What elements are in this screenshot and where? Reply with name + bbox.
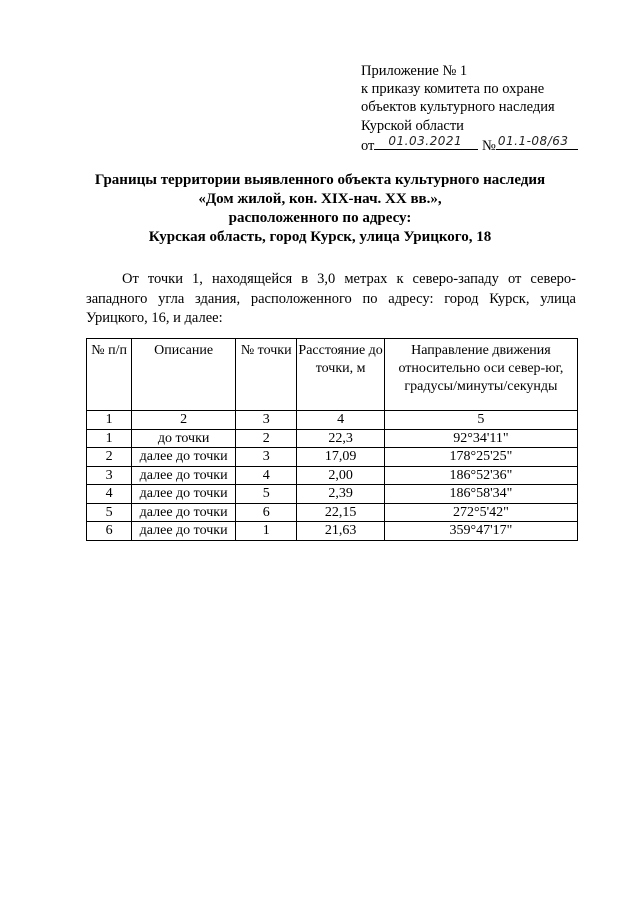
annex-title: Приложение № 1 xyxy=(361,63,468,79)
table-row xyxy=(87,522,578,541)
header-point: № точки xyxy=(236,339,297,411)
cell-direction: 186°52'36" xyxy=(384,466,577,485)
annex-date-number-line xyxy=(361,135,578,155)
annex-block xyxy=(361,62,578,155)
cell-point: 2 xyxy=(236,429,297,448)
number-field xyxy=(496,135,578,150)
cell-direction: 359°47'17" xyxy=(384,522,577,541)
cell-description: до точки xyxy=(132,429,236,448)
cell-description: далее до точки xyxy=(132,485,236,504)
cell-point: 4 xyxy=(236,466,297,485)
cell-index: 6 xyxy=(87,522,132,541)
title-line-1: Границы территории выявленного объекта культурного наследия xyxy=(94,172,546,188)
annex-line-order: к приказу комитета по охране xyxy=(361,81,545,98)
number-label: № xyxy=(482,137,496,154)
document-title xyxy=(70,171,570,247)
table-row xyxy=(87,485,578,504)
annex-line-region: Курской области xyxy=(361,117,464,134)
column-number: 1 xyxy=(87,411,132,430)
cell-distance: 22,3 xyxy=(297,429,384,448)
intro-paragraph: От точки 1, находящейся в 3,0 метрах к северо-западу от северо-западного угла здания, расположенного по адресу: город Курск, улица Урицкого, 16, и далее: xyxy=(86,271,576,326)
header-distance: Расстояние до точки, м xyxy=(297,339,384,411)
cell-point: 3 xyxy=(236,448,297,467)
cell-direction: 272°5'42" xyxy=(384,503,577,522)
column-number-row xyxy=(87,411,578,430)
cell-index: 3 xyxy=(87,466,132,485)
column-number: 3 xyxy=(236,411,297,430)
handwritten-number: 01.1-08/63 xyxy=(497,133,569,148)
header-index: № п/п xyxy=(87,339,132,411)
cell-point: 1 xyxy=(236,522,297,541)
cell-direction: 92°34'11" xyxy=(384,429,577,448)
table-header-row xyxy=(87,339,578,411)
title-line-3: расположенного по адресу: xyxy=(228,210,412,226)
column-number: 4 xyxy=(297,411,384,430)
cell-index: 2 xyxy=(87,448,132,467)
table-row xyxy=(87,429,578,448)
cell-direction: 178°25'25" xyxy=(384,448,577,467)
cell-description: далее до точки xyxy=(132,466,236,485)
cell-distance: 21,63 xyxy=(297,522,384,541)
boundary-table xyxy=(86,338,578,541)
cell-distance: 17,09 xyxy=(297,448,384,467)
cell-description: далее до точки xyxy=(132,448,236,467)
cell-point: 5 xyxy=(236,485,297,504)
cell-index: 4 xyxy=(87,485,132,504)
cell-distance: 22,15 xyxy=(297,503,384,522)
table-row xyxy=(87,448,578,467)
handwritten-date: 01.03.2021 xyxy=(388,133,463,148)
cell-distance: 2,00 xyxy=(297,466,384,485)
column-number: 5 xyxy=(384,411,577,430)
table-row xyxy=(87,503,578,522)
table-row xyxy=(87,466,578,485)
cell-index: 1 xyxy=(87,429,132,448)
cell-description: далее до точки xyxy=(132,503,236,522)
title-line-4: Курская область, город Курск, улица Урицкого, 18 xyxy=(148,229,492,245)
header-description: Описание xyxy=(132,339,236,411)
column-number: 2 xyxy=(132,411,236,430)
cell-distance: 2,39 xyxy=(297,485,384,504)
cell-point: 6 xyxy=(236,503,297,522)
header-direction: Направление движения относительно оси север-юг, градусы/минуты/секунды xyxy=(384,339,577,411)
cell-direction: 186°58'34" xyxy=(384,485,577,504)
title-line-2: «Дом жилой, кон. XIX-нач. XX вв.», xyxy=(198,191,442,207)
cell-description: далее до точки xyxy=(132,522,236,541)
from-label: от xyxy=(361,137,375,154)
annex-line-committee: объектов культурного наследия xyxy=(361,99,555,116)
cell-index: 5 xyxy=(87,503,132,522)
date-field xyxy=(374,135,478,150)
